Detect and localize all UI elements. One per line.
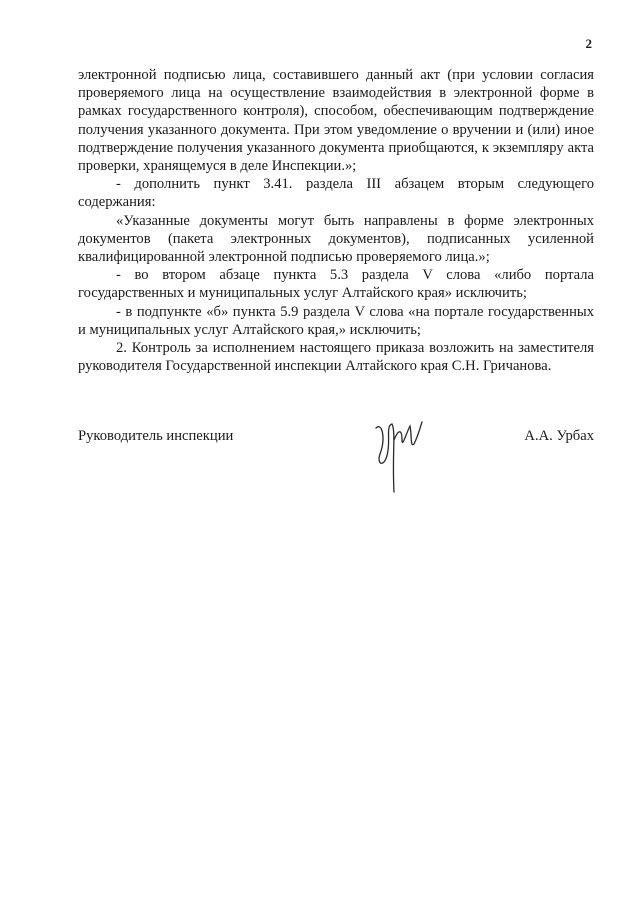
paragraph: «Указанные документы могут быть направлены в форме электронных документов (пакета электронных документов), подписанных усиленной квалифицированной электронной подписью проверяемого лица.»;	[78, 212, 594, 266]
paragraph: электронной подписью лица, составившего данный акт (при условии согласия проверяемого лица на осуществление взаимодействия в электронной форме в рамках государственного контроля), способом, обеспечивающим подтверждение получения указанного документа. При этом уведомление о вручении и (или) иное подтверждение получения указанного документа приобщаются, к экземпляру акта проверки, хранящемуся в деле Инспекции.»;	[78, 67, 594, 175]
paragraph: - во втором абзаце пункта 5.3 раздела V слова «либо портала государственных и муниципальных услуг Алтайского края» исключить;	[78, 267, 594, 302]
paragraph: - дополнить пункт 3.41. раздела III абзацем вторым следующего содержания:	[78, 176, 594, 211]
signer-name: А.А. Урбах	[524, 428, 594, 444]
page-number: 2	[585, 36, 592, 51]
signature-block	[78, 422, 594, 502]
paragraph: - в подпункте «б» пункта 5.9 раздела V слова «на портале государственных и муниципальных услуг Алтайского края,» исключить;	[78, 303, 594, 338]
paragraph: 2. Контроль за исполнением настоящего приказа возложить на заместителя руководителя Государственной инспекции Алтайского края С.Н. Гричанова.	[78, 340, 594, 375]
signer-title: Руководитель инспекции	[78, 428, 234, 444]
handwritten-signature	[368, 414, 428, 494]
document-body	[78, 66, 594, 375]
